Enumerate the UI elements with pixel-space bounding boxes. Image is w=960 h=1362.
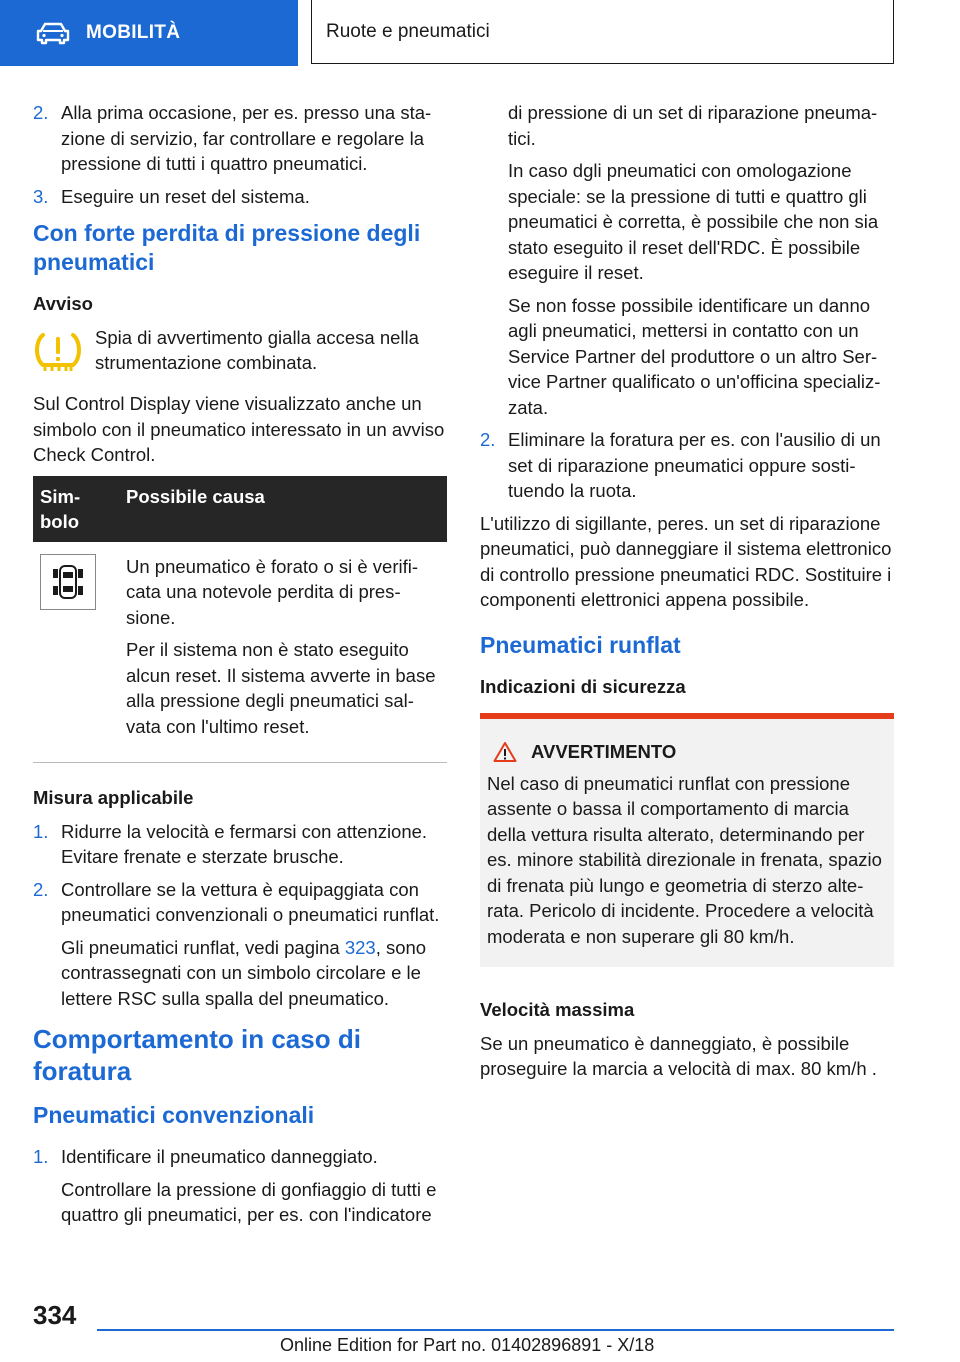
warning-text: Nel caso di pneumatici runflat con pressione assente o bassa il comportamento di marcia della vettura risulta alterato, determinando per es. minore stabilità direzionale in frenata, spazio di frenata più lungo e geometria di sterzo alterata. Pericolo di incidente. Procedere a velocità moderata e non superare gli 80 km/h. — [487, 772, 882, 947]
car-tires-icon — [51, 560, 85, 604]
list-item — [33, 184, 447, 210]
divider — [33, 762, 447, 763]
list-item — [33, 100, 447, 177]
step-number: 1. — [33, 820, 49, 842]
heading-notice: Avviso — [33, 293, 93, 314]
list-item — [480, 427, 894, 504]
step-note: Gli pneumatici runflat, vedi pagina 323, sono contrassegnati con un simbolo circolare e le lettere RSC sulla spalla del pneumatico. — [61, 936, 427, 1009]
step-text: Eliminare la foratura per es. con l'ausilio di un set di riparazione pneumatici oppure sostituendo la ruota. — [508, 429, 881, 501]
step-number: 2. — [33, 878, 49, 900]
warning-title: AVVERTIMENTO — [531, 741, 677, 762]
table-cell: Un pneumatico è forato o si è verificata una notevole perdita di pressione. — [126, 555, 419, 628]
warning-box — [480, 713, 894, 967]
heading-max-speed: Velocità massima — [480, 999, 635, 1020]
paragraph: In caso dgli pneumatici con omologazione speciale: se la pressione di tutti e quattro gli pneumatici è corretta, è possibile che non sia stato eseguito il reset dell'RDC. È possibile eseguire il reset. — [508, 160, 879, 283]
footer-divider — [97, 1329, 894, 1331]
section-tab[interactable] — [0, 0, 298, 66]
table-cell: Per il sistema non è stato eseguito alcun reset. Il sistema avverte in base alla pressione degli pneumatici salvata con l'ultimo reset. — [126, 639, 436, 737]
step-text: Eseguire un reset del sistema. — [61, 185, 310, 207]
list-item — [33, 1144, 447, 1228]
warning-lamp-text: Spia di avvertimento gialla accesa nella strumentazione combinata. — [95, 326, 419, 373]
step-number: 2. — [33, 102, 49, 123]
paragraph: di pressione di un set di riparazione pneumatici. — [508, 102, 878, 149]
list-item — [33, 877, 447, 1012]
paragraph: Se un pneumatico è danneggiato, è possibile proseguire la marcia a velocità di max. 80 km/h . — [480, 1032, 877, 1079]
chapter-header — [311, 0, 894, 64]
heading-runflat: Pneumatici runflat — [480, 631, 681, 658]
step-text: Controllare se la vettura è equipaggiata con pneumatici convenzionali o pneumatici runflat. — [61, 878, 440, 925]
table-row — [33, 542, 447, 755]
step-note: Controllare la pressione di gonfiaggio di tutti e quattro gli pneumatici, per es. con l'indicatore — [61, 1178, 437, 1225]
step-text: Identificare il pneumatico danneggiato. — [61, 1146, 378, 1167]
step-text: Ridurre la velocità e fermarsi con attenzione. Evitare frenate e sterzate brusche. — [61, 820, 428, 867]
heading-safety: Indicazioni di sicurezza — [480, 675, 686, 697]
flat-tire-symbol — [40, 554, 96, 610]
paragraph: Se non fosse possibile identificare un danno agli pneumatici, mettersi in contatto con un Service Partner del produttore o un altro Service Partner qualificato o un'officina specializzata. — [508, 294, 881, 418]
section-title: MOBILITÀ — [86, 22, 181, 43]
car-icon — [36, 21, 70, 45]
list-item — [33, 819, 447, 870]
table-header-symbol: Simbolo — [33, 476, 119, 542]
warning-lamp-row — [33, 325, 447, 382]
tire-pressure-warning-icon — [33, 329, 83, 375]
table-header-cause: Possibile causa — [119, 476, 447, 542]
left-column — [33, 100, 447, 1235]
page-number: 334 — [33, 1300, 77, 1330]
heading-pressure-loss: Con forte perdita di pressione degli pneumatici — [33, 220, 421, 275]
paragraph: L'utilizzo di sigillante, peres. un set di riparazione pneumatici, può danneggiare il sistema elettronico di controllo pressione pneumatici RDC. Sostituire i componenti elettronici appena possibile. — [480, 512, 892, 610]
heading-conventional: Pneumatici convenzionali — [33, 1102, 315, 1128]
right-column — [480, 100, 894, 1089]
heading-measure: Misura applicabile — [33, 787, 194, 808]
step-number: 1. — [33, 1146, 49, 1167]
step-number: 2. — [480, 429, 496, 450]
symbol-table — [33, 476, 447, 755]
step-text: Alla prima occasione, per es. presso una stazione di servizio, far controllare e regolare la pressione di tutti i quattro pneumatici. — [61, 102, 432, 174]
step-number: 3. — [33, 185, 49, 207]
heading-puncture: Comportamento in caso di foratura — [33, 1024, 361, 1086]
paragraph: Sul Control Display viene visualizzato anche un simbolo con il pneumatico interessato in un avviso Check Control. — [33, 393, 445, 465]
page-link[interactable]: 323 — [344, 936, 376, 958]
warning-triangle-icon — [493, 741, 517, 763]
edition-text: Online Edition for Part no. 01402896891 - X/18 — [280, 1335, 655, 1355]
chapter-title: Ruote e pneumatici — [326, 20, 490, 42]
